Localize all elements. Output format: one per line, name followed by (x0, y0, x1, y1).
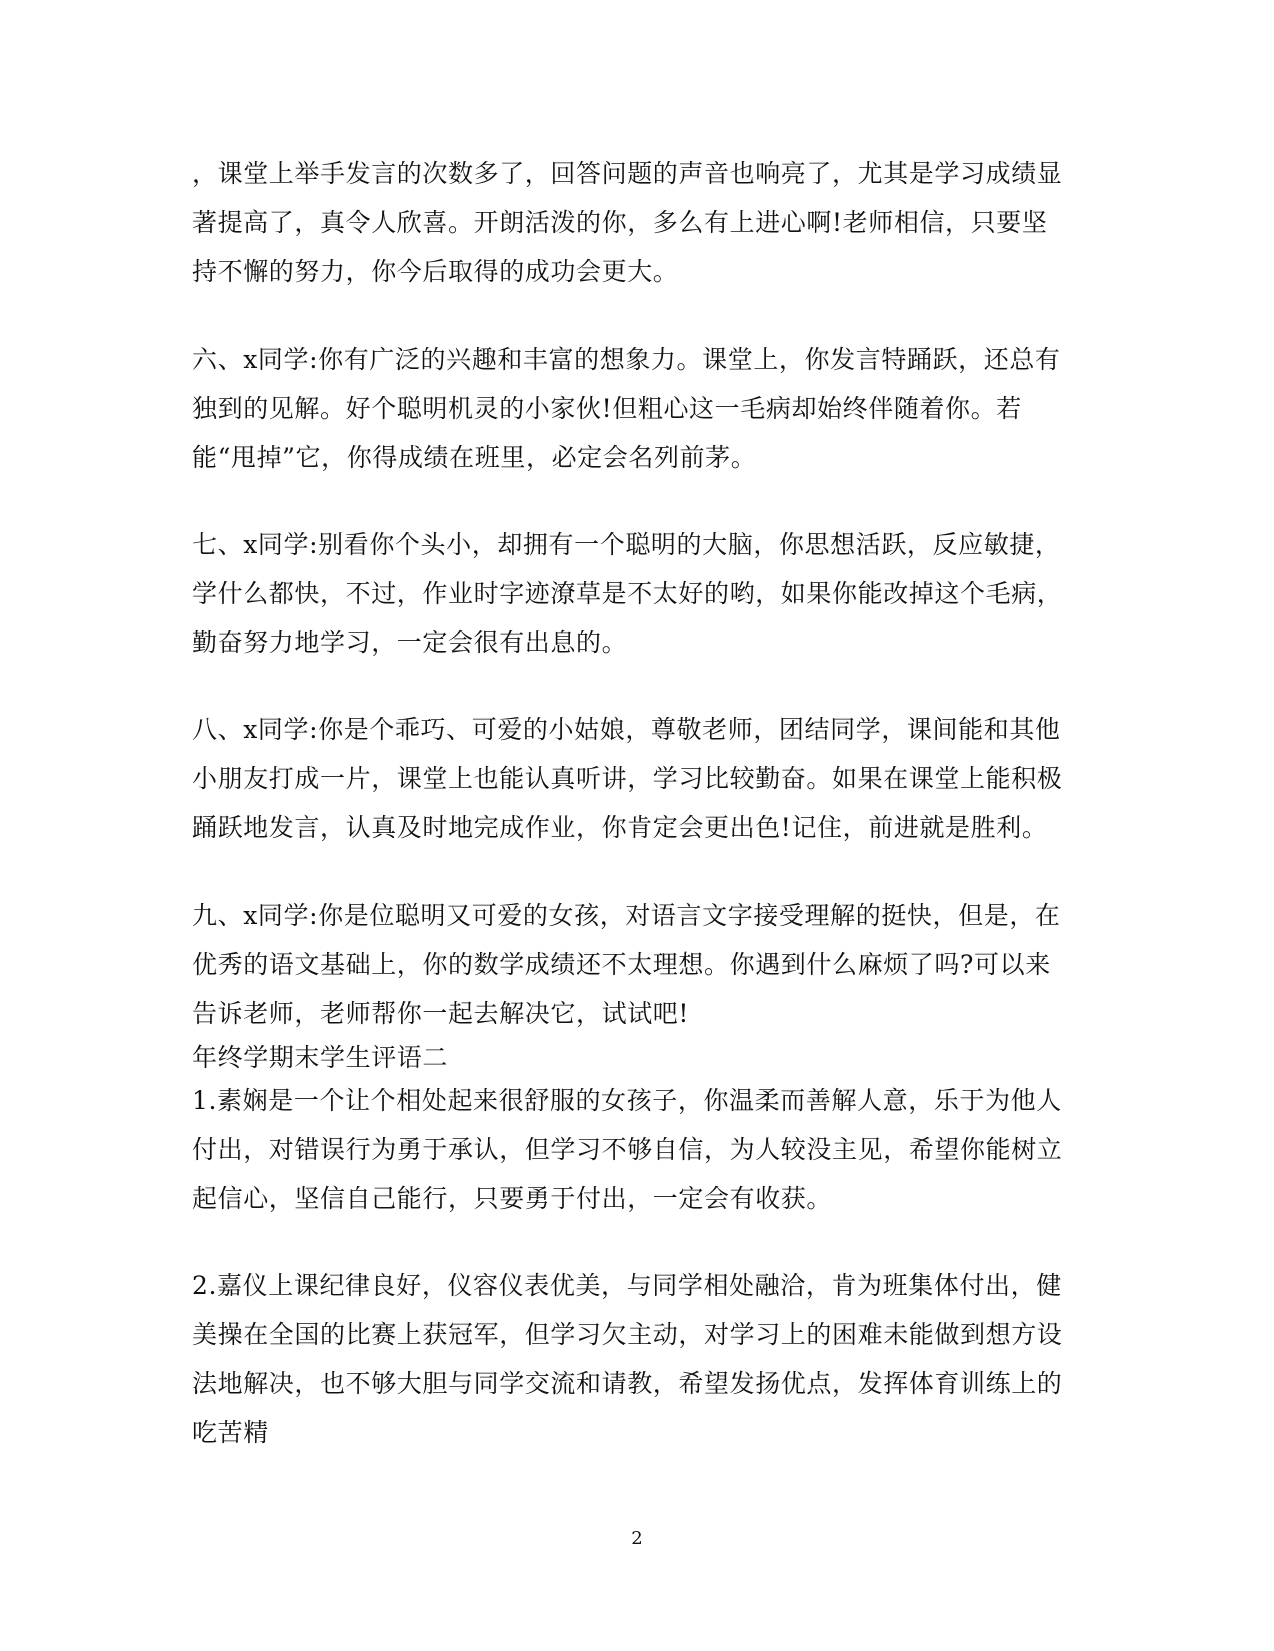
section-heading: 年终学期末学生评语二 (192, 1043, 449, 1072)
page-number: 2 (631, 1528, 643, 1549)
paragraph-continuation: ，课堂上举手发言的次数多了，回答问题的声音也响亮了，尤其是学习成绩显著提高了，真令人欣喜。开朗活泼的你，多么有上进心啊!老师相信，只要坚持不懈的努力，你今后取得的成功会更大。 (192, 159, 1063, 286)
paragraph-student-seven: 七、x同学:别看你个头小，却拥有一个聪明的大脑，你思想活跃，反应敏捷，学什么都快，不过，作业时字迹潦草是不太好的哟，如果你能改掉这个毛病，勤奋努力地学习，一定会很有出息的。 (192, 530, 1063, 657)
numbered-item-two: 2.嘉仪上课纪律良好，仪容仪表优美，与同学相处融洽，肯为班集体付出，健美操在全国的比赛上获冠军，但学习欠主动，对学习上的困难未能做到想方设法地解决，也不够大胆与同学交流和请教，希望发扬优点，发挥体育训练上的吃苦精 (192, 1271, 1063, 1447)
numbered-item-one: 1.素娴是一个让个相处起来很舒服的女孩子，你温柔而善解人意，乐于为他人付出，对错误行为勇于承认，但学习不够自信，为人较没主见，希望你能树立起信心，坚信自己能行，只要勇于付出，一定会有收获。 (192, 1086, 1063, 1213)
paragraph-student-eight: 八、x同学:你是个乖巧、可爱的小姑娘，尊敬老师，团结同学，课间能和其他小朋友打成一片，课堂上也能认真听讲，学习比较勤奋。如果在课堂上能积极踊跃地发言，认真及时地完成作业，你肯定会更出色!记住，前进就是胜利。 (192, 715, 1063, 842)
paragraph-student-six: 六、x同学:你有广泛的兴趣和丰富的想象力。课堂上，你发言特踊跃，还总有独到的见解。好个聪明机灵的小家伙!但粗心这一毛病却始终伴随着你。若能“甩掉”它，你得成绩在班里，必定会名列前茅。 (192, 345, 1061, 472)
paragraph-student-nine: 九、x同学:你是位聪明又可爱的女孩，对语言文字接受理解的挺快，但是，在优秀的语文基础上，你的数学成绩还不太理想。你遇到什么麻烦了吗?可以来告诉老师，老师帮你一起去解决它，试试吧! (192, 901, 1061, 1028)
